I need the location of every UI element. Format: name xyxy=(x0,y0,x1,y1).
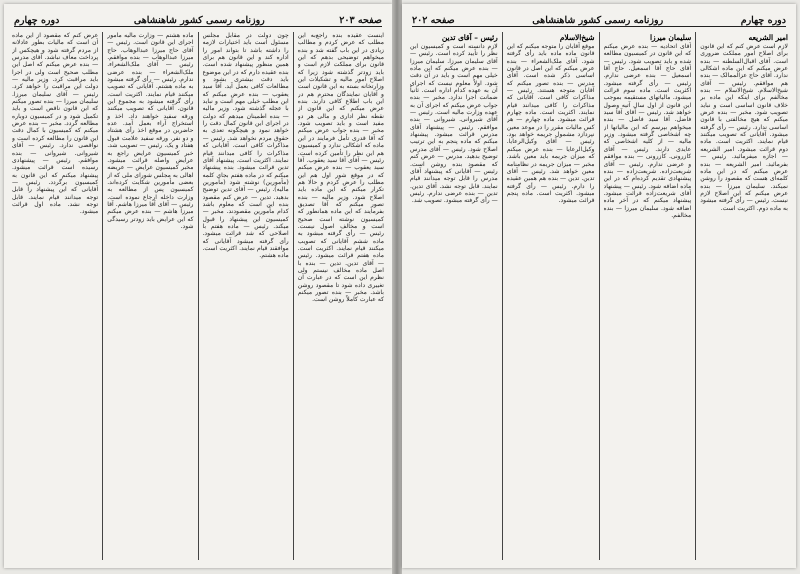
right-column-2 xyxy=(604,32,692,560)
left-page-number: صفحه ۲۰۳ xyxy=(339,15,382,26)
speaker-heading: شیخ‌الاسلام xyxy=(559,33,595,42)
left-page-columns xyxy=(12,32,384,560)
article-text: موقع آقایان را متوجه میکنم که این قانون ماده ماده باید رأی گرفته شود. آقای ملک‌الشعراء — بنده عرض میکنم که این اصل در قانون اساسی ذکر شده است. آقای مدرس — بنده تصور میکنم که آقایان متوجه هستند. رئیس — مذاکرات کافی است. آقایانی که مذاکرات را کافی میدانند قیام نمایند. اکثریت است. ماده چهارم قرائت میشود. ماده چهارم — هر کس مالیات مقرر را در موعد معین نپردازد مشمول جریمه خواهد بود. رئیس — آقای وکیل‌الرعایا. وکیل‌الرعایا — بنده عرض میکنم که میزان جریمه باید معین باشد. مخبر — میزان جریمه در نظامنامه معین خواهد شد. رئیس — آقای تدین. تدین — بنده هم همین عقیده را دارم. رئیس — رأی گرفته میشود. اکثریت است. ماده پنجم قرائت میشود. xyxy=(506,43,595,205)
article-text: لازم دانسته است و کمیسیون این نظر را تأیید کرده است. رئیس — آقای سلیمان میرزا. سلیمان میرزا — بنده عرض میکنم که این ماده خیلی مهم است و باید در آن دقت شود. اولاً معلوم نیست که اجرای آن به عهده کدام اداره است. ثانیاً ضمانت اجرا ندارد. مخبر — بنده جواب عرض میکنم که اجرای آن به عهده وزارت مالیه است. رئیس — آقای شیروانی. شیروانی — بنده موافقم. رئیس — پیشنهاد آقای مدرس قرائت میشود. پیشنهاد میکنم که ماده پنجم به این ترتیب اصلاح شود. رئیس — آقای مدرس توضیح بدهید. مدرس — عرض کنم که مقصود بنده روشن است. رئیس — آقایانی که پیشنهاد آقای مدرس را قابل توجه میدانند قیام نمایند. قابل توجه نشد. آقای تدین. تدین — بنده عرضی ندارم. رئیس — رأی گرفته میشود. تصویب شد. xyxy=(410,43,498,205)
column-rule xyxy=(293,32,294,560)
right-page-header xyxy=(412,10,786,27)
speaker-heading: رئیس – آقای تدین xyxy=(441,33,498,42)
right-column-3 xyxy=(507,32,595,560)
left-column-2 xyxy=(203,32,289,560)
right-newspaper-title: روزنامه رسمی کشور شاهنشاهی xyxy=(532,15,664,26)
speaker-heading: سلیمان میرزا xyxy=(649,33,692,42)
article-text: اینست عقیده بنده راجع‌به این مطلب که عرض کردم و مطالب زیادی در این باب گفته شد و بنده میخواهم توضیحی بدهم که این قانون برای مملکت لازم است و باید زودتر گذشته شود زیرا که اصلاح امور مالیه و تشکیلات این وزارتخانه بسته به این قانون است و آقایان نمایندگان محترم هم در این باب اطلاع کافی دارند. بنده عرض میکنم که این قانون از نقطه نظر اداری و مالی هر دو مفید است و باید تصویب شود. مخبر — بنده جواب عرض میکنم که آقا قدری تأمل فرمایند در این ماده که اشکالی ندارد و کمیسیون هم این نظر را تأمین کرده است. رئیس — آقای آقا سید یعقوب. آقا سید یعقوب — بنده عرض میکنم که در موقع شور اول هم این مطلب را عرض کردم و حالا هم تکرار میکنم که این ماده باید اصلاح شود. وزیر مالیه — بنده تصور میکنم که آقا تصدیق بفرمایند که این ماده همانطور که کمیسیون نوشته است صحیح است و مخالف اصول نیست. رئیس — رأی گرفته میشود به ماده ششم آقایانی که تصویب میکنند قیام نمایند. اکثریت است. ماده هفتم قرائت میشود. رئیس — آقای تدین. تدین — بنده با اصل ماده مخالف نیستم ولی نظرم این است که در عبارت آن تغییری داده شود تا مقصود روشن باشد. مخبر — بنده تصور میکنم که عبارت کاملاً روشن است. xyxy=(297,32,384,304)
article-text: لازم است عرض کنم که این قانون برای اصلاح امور مملکت ضروری است. آقای اقبال‌السلطنه — بنده عرض میکنم که این ماده اشکالی ندارد. آقای حاج عزالممالک — بنده هم موافقم. رئیس — آقای شیخ‌الاسلام. شیخ‌الاسلام — بنده مخالفم برای اینکه این ماده بر خلاف قانون اساسی است و نباید تصویب شود. مخبر — بنده عرض میکنم که هیچ مخالفتی با قانون اساسی ندارد. رئیس — رأی گرفته میشود. آقایانی که تصویب میکنند قیام نمایند. اکثریت است. ماده دوم قرائت میشود. امیر الشریعه — اجازه میفرمائید. رئیس — بفرمائید. امیر الشریعه — بنده عرض میکنم که در این ماده کلمه‌ای هست که مقصود را روشن نمیکند. سلیمان میرزا — بنده عرض میکنم که این اصلاح لازم نیست. رئیس — رأی گرفته میشود به ماده دوم. اکثریت است. xyxy=(700,43,788,212)
left-page xyxy=(4,4,392,568)
article-text: عرض کنم که مقصود از این ماده آن است که مالیات بطور عادلانه از مردم گرفته شود و هیچکس از پرداخت معاف نباشد. آقای مدرس — بنده عرض میکنم که اصل این مطلب صحیح است ولی در اجرا باید مراقبت کرد. وزیر مالیه — دولت این مراقبت را خواهد کرد. رئیس — آقای سلیمان میرزا. سلیمان میرزا — بنده تصور میکنم که این قانون ناقص است و باید تکمیل شود و در کمیسیون دوباره مطالعه گردد. مخبر — بنده عرض میکنم که کمیسیون با کمال دقت این قانون را مطالعه کرده است و نواقصی ندارد. رئیس — آقای شیروانی. شیروانی — بنده موافقم. رئیس — پیشنهادی رسیده است قرائت میشود. پیشنهاد میکنم که این قانون به کمیسیون برگردد. رئیس — آقایانی که این پیشنهاد را قابل توجه میدانند قیام نمایند. قابل توجه نشد. ماده اول قرائت میشود. xyxy=(12,32,99,216)
column-rule xyxy=(599,32,600,560)
left-column-4 xyxy=(12,32,98,560)
article-text: آقای اتحادیه — بنده عرض میکنم که این قانون در کمیسیون مطالعه شده و باید تصویب شود. رئیس — آقای حاج آقا اسمعیل. حاج آقا اسمعیل — بنده عرضی ندارم. رئیس — رأی گرفته میشود. اکثریت است. ماده سوم قرائت میشود. مالیاتهای مستقیمه بموجب این قانون از اول سال آتیه وصول خواهد شد. رئیس — آقای آقا سید فاضل. آقا سید فاضل — بنده میخواهم بپرسم که این مالیاتها از چه اشخاصی گرفته میشود. وزیر مالیه — از کلیه اشخاصی که عایدی دارند. رئیس — آقای کازرونی. کازرونی — بنده موافقم و عرضی ندارم. رئیس — آقای شریعت‌زاده. شریعت‌زاده — بنده پیشنهادی تقدیم کرده‌ام که در این ماده اضافه شود. رئیس — پیشنهاد آقای شریعت‌زاده قرائت میشود. پیشنهاد میکنم که در آخر ماده اضافه شود. سلیمان میرزا — بنده مخالفم. xyxy=(603,43,692,219)
article-text: ماده هشتم — وزارت مالیه مأمور اجرای این قانون است. رئیس — آقای حاج میرزا عبدالوهاب. حاج میرزا عبدالوهاب — بنده موافقم. رئیس — آقای ملک‌الشعراء. ملک‌الشعراء — بنده عرضی ندارم. رئیس — رأی گرفته میشود به ماده هشتم. آقایانی که تصویب میکنند قیام نمایند. اکثریت است. رأی گرفته میشود به مجموع این قانون. آقایانی که تصویب میکنند ورقه سفید خواهند داد. اخذ و استخراج آراء بعمل آمد. عده حاضرین در موقع اخذ رأی هشتاد و دو نفر. ورقه سفید علامت قبول هفتاد و یک. رئیس — تصویب شد. خبر کمیسیون عرایض راجع به عرایض واصله قرائت میشود. مخبر کمیسیون عرایض — عریضه اهالی به مجلس شورای ملی که از بعضی مأمورین شکایت کرده‌اند. کمیسیون پس از مطالعه به وزارت داخله ارجاع نموده است. رئیس — آقای آقا میرزا هاشم. آقا میرزا هاشم — بنده عرض میکنم که این عرایض باید زودتر رسیدگی شود. xyxy=(107,32,194,230)
left-period: دوره چهارم xyxy=(14,15,60,26)
right-period: دوره چهارم xyxy=(740,15,786,26)
right-page xyxy=(402,4,796,568)
right-page-number: صفحه ۲۰۲ xyxy=(412,15,455,26)
left-page-header xyxy=(14,10,382,27)
left-newspaper-title: روزنامه رسمی کشور شاهنشاهی xyxy=(133,15,265,26)
right-page-columns xyxy=(410,32,788,560)
column-rule xyxy=(102,32,103,560)
column-rule xyxy=(502,32,503,560)
right-column-4 xyxy=(410,32,498,560)
left-column-1 xyxy=(298,32,384,560)
article-text: چون دولت در مقابل مجلس مسئول است باید اختیارات لازمه را داشته باشد تا بتواند امور را اداره کند و این قانون هم برای همین منظور پیشنهاد شده است. بنده عقیده دارم که در این موضوع باید دقت بیشتری بشود و مطالعات کافی بعمل آید. آقا سید یعقوب — بنده عرض میکنم که این مطلب خیلی مهم است و نباید با عجله گذشته شود. وزیر مالیه — بنده اطمینان میدهم که دولت در اجرای این قانون کمال دقت را خواهد نمود و هیچگونه تعدی به حقوق مردم نخواهد شد. رئیس — مذاکرات کافی است. آقایانی که مذاکرات را کافی میدانند قیام نمایند. اکثریت است. پیشنهاد آقای تدین قرائت میشود. بنده پیشنهاد میکنم که در ماده هفتم بجای کلمه (مأمورین) نوشته شود (مأمورین مالیه). رئیس — آقای تدین توضیح بدهید. تدین — عرض کنم مقصود بنده این است که معلوم باشد کدام مأمورین مقصودند. مخبر — کمیسیون این پیشنهاد را قبول میکند. رئیس — ماده هفتم با اصلاحی که شد قرائت میشود. رأی گرفته میشود آقایانی که موافقند قیام نمایند. اکثریت است. ماده هشتم. xyxy=(202,32,289,260)
column-rule xyxy=(695,32,696,560)
right-column-1 xyxy=(700,32,788,560)
column-rule xyxy=(198,32,199,560)
book-gutter xyxy=(392,0,402,574)
speaker-heading: امیر الشریعه xyxy=(748,33,788,42)
left-column-3 xyxy=(107,32,193,560)
